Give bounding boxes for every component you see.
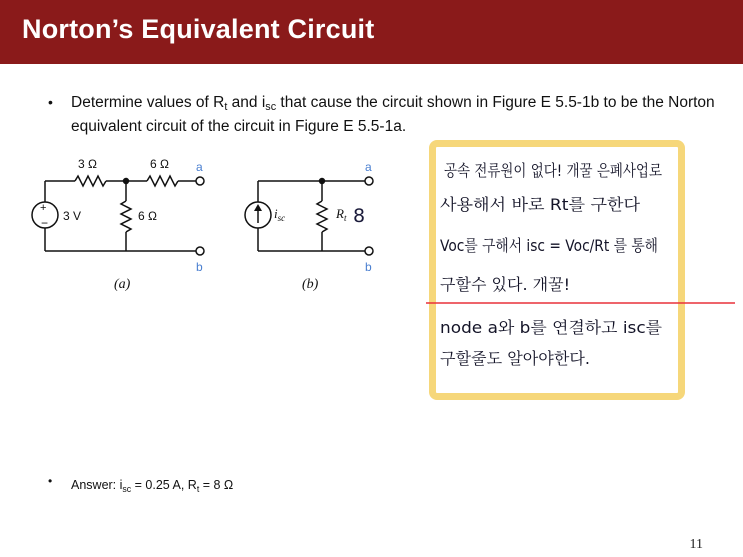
caption-a: (a): [114, 277, 131, 292]
question-text-2: and i: [227, 94, 266, 111]
note-line-6: 구할줄도 알아야한다.: [440, 349, 590, 368]
answer-text-3: = 8 Ω: [199, 478, 234, 492]
answer-rt-subscript: t: [196, 484, 200, 494]
source-voltage-label: 3 V: [63, 209, 82, 223]
note-line-1: 공속 전류원이 없다! 개꿀 은폐사업로: [444, 161, 663, 180]
terminal-b-label-b: b: [365, 260, 372, 274]
bullet-marker-answer: •: [48, 474, 53, 488]
rt-label: $R_t$: [336, 206, 347, 223]
slide-title: Norton’s Equivalent Circuit: [22, 14, 375, 44]
bullet-marker: •: [48, 94, 53, 110]
question-text-3: that cause the circuit shown in Figure E 5.5-1b to be the Norton equivalent circuit of the circuit in Figure E 5.5-1a.: [71, 94, 715, 135]
source-plus: +: [40, 202, 47, 214]
note-line-3: Voc를 구해서 isc = Voc/Rt 를 통해: [440, 236, 658, 255]
isc-subscript: sc: [265, 101, 277, 113]
note-line-2: 사용해서 바로 Rt를 구한다: [440, 195, 641, 214]
terminal-a-label: a: [196, 160, 203, 174]
answer-text-1: Answer: i: [71, 478, 123, 492]
terminal-b-label: b: [196, 260, 203, 274]
isc-label: $i_{sc}$: [274, 206, 286, 223]
terminal-a-label-b: a: [365, 160, 372, 174]
page-number: 11: [689, 537, 703, 552]
rt-subscript: t: [224, 101, 228, 113]
handwritten-rt-value: 8: [353, 205, 366, 227]
r3-label: 6 Ω: [138, 209, 157, 223]
source-minus: −: [41, 216, 49, 230]
note-line-5: node a와 b를 연결하고 isc를: [440, 318, 663, 337]
question-text-1: Determine values of R: [71, 94, 225, 111]
r1-label: 3 Ω: [78, 157, 97, 171]
answer-text-2: = 0.25 A, R: [131, 478, 197, 492]
r2-label: 6 Ω: [150, 157, 169, 171]
answer-isc-subscript: sc: [122, 484, 132, 494]
answer-bullet: [71, 476, 233, 499]
note-line-4: 구할수 있다. 개꿀!: [440, 275, 570, 294]
caption-b: (b): [302, 277, 319, 292]
